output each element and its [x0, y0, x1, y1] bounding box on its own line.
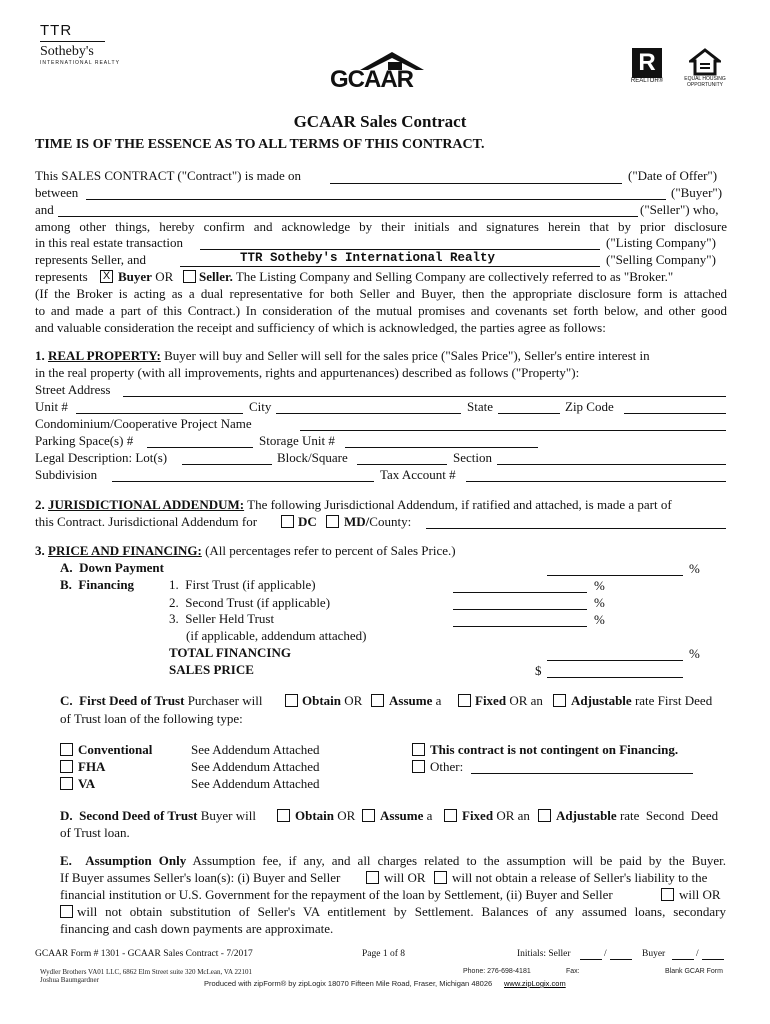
state-field[interactable]: [498, 413, 560, 414]
state-label: State: [467, 399, 493, 414]
first-deed-adjustable-checkbox[interactable]: [553, 694, 566, 707]
first-trust-label: 1. First Trust (if applicable): [169, 577, 316, 592]
listing-company-label: ("Listing Company"): [606, 235, 716, 250]
seller-initials-field-1[interactable]: [580, 959, 602, 960]
subdivision-label: Subdivision: [35, 467, 98, 482]
fha-label: FHA: [78, 759, 106, 774]
substitution-will-checkbox[interactable]: [661, 888, 674, 901]
subdivision-field[interactable]: [112, 481, 374, 482]
date-of-offer-field[interactable]: [330, 183, 622, 184]
sales-price-dollar: $: [535, 663, 542, 678]
intl-realty-text: INTERNATIONAL REALTY: [40, 60, 120, 66]
selling-prefix: represents Seller, and: [35, 252, 147, 267]
first-deed-assume-checkbox[interactable]: [371, 694, 384, 707]
and-label: and: [35, 202, 54, 217]
total-financing-label: TOTAL FINANCING: [169, 645, 291, 660]
equal-housing-logo: [683, 48, 727, 88]
seller-held-trust-label: 3. Seller Held Trust: [169, 611, 275, 626]
gcaar-wordmark: GCAAR: [330, 66, 413, 93]
ttr-text: TTR: [40, 22, 73, 39]
assumption-line-3: financial institution or U.S. Government for the repayment of the loan by Settlement, (ii) Buyer and Seller: [60, 887, 613, 902]
intro-line-10: and valuable consideration the receipt and sufficiency of which is acknowledged, the parties agree as follows:: [35, 320, 606, 335]
essence-heading: TIME IS OF THE ESSENCE AS TO ALL TERMS OF THIS CONTRACT.: [35, 137, 485, 152]
document-title: GCAAR Sales Contract: [293, 112, 467, 131]
section-3-line-1: 3. PRICE AND FINANCING: (All percentages refer to percent of Sales Price.): [35, 543, 456, 558]
buyer-initials-slash: /: [696, 949, 699, 959]
section-2-line-1: 2. JURISDICTIONAL ADDENDUM: The following Jurisdictional Addendum, if ratified and attached, is made a part of: [35, 497, 672, 512]
intro-line-4: among other things, hereby confirm and acknowledge by their initials and signatures herein that by prior disclosure: [35, 219, 727, 234]
sothebys-text: Sotheby's: [40, 44, 94, 59]
va-checkbox[interactable]: [60, 777, 73, 790]
footer-form-id: GCAAR Form # 1301 - GCAAR Sales Contract - 7/2017: [35, 949, 253, 959]
tax-account-label: Tax Account #: [380, 467, 456, 482]
footer-produced-by: Produced with zipForm® by zipLogix 18070 Fifteen Mile Road, Fraser, Michigan 48026: [204, 979, 493, 988]
condo-field[interactable]: [300, 430, 726, 431]
zip-label: Zip Code: [565, 399, 614, 414]
listing-company-field[interactable]: [200, 249, 600, 250]
other-financing-field[interactable]: [471, 773, 693, 774]
realtor-r-icon: R: [632, 48, 662, 78]
total-financing-pct: %: [689, 646, 700, 661]
assumption-line-2a: If Buyer assumes Seller's loan(s): (i) Buyer and Seller: [60, 870, 341, 885]
va-addendum: See Addendum Attached: [191, 776, 320, 791]
md-checkbox[interactable]: [326, 515, 339, 528]
seller-label: ("Seller") who,: [640, 202, 719, 217]
section-1-line-1: 1. REAL PROPERTY: Buyer will buy and Seller will sell for the sales price ("Sales Price"), Seller's entire interest in: [35, 348, 650, 363]
fha-checkbox[interactable]: [60, 760, 73, 773]
not-contingent-label: This contract is not contingent on Financing.: [430, 742, 679, 757]
seller-initials-slash: /: [604, 949, 607, 959]
first-trust-field[interactable]: [453, 592, 587, 593]
dc-checkbox[interactable]: [281, 515, 294, 528]
down-payment-field[interactable]: [547, 575, 683, 576]
lot-field[interactable]: [182, 464, 272, 465]
total-financing-field[interactable]: [547, 660, 683, 661]
buyer-initials-field-1[interactable]: [672, 959, 694, 960]
buyer-name-field[interactable]: [86, 199, 666, 200]
lot-label: Legal Description: Lot(s): [35, 450, 168, 465]
section-field[interactable]: [497, 464, 726, 465]
release-will-not-checkbox[interactable]: [434, 871, 447, 884]
buyer-checkbox[interactable]: X: [100, 270, 113, 283]
section-2-heading: JURISDICTIONAL ADDENDUM:: [48, 497, 245, 512]
equal-housing-icon: [689, 48, 721, 76]
unit-label: Unit #: [35, 399, 68, 414]
footer-phone: Phone: 276-698-4181: [463, 968, 531, 975]
assumption-line-2c: will not obtain a release of Seller's liability to the: [452, 870, 708, 885]
second-deed-assume-checkbox[interactable]: [362, 809, 375, 822]
second-deed-adjustable-checkbox[interactable]: [538, 809, 551, 822]
footer-agent-name: Joshua Baumgardner: [40, 976, 99, 984]
street-address-field[interactable]: [123, 396, 726, 397]
realtor-text: REALTOR®: [630, 78, 664, 84]
second-deed-adjustable-label: Adjustable rate Second Deed: [556, 808, 719, 823]
storage-field[interactable]: [345, 447, 538, 448]
first-deed-obtain-label: Obtain OR: [302, 693, 363, 708]
buyer-initials-field-2[interactable]: [702, 959, 724, 960]
not-contingent-checkbox[interactable]: [412, 743, 425, 756]
md-county-label: MD/County:: [344, 514, 412, 529]
section-1-line-2: in the real property (with all improvements, rights and appurtenances) described as follows ("Property"):: [35, 365, 580, 380]
assumption-line-4: will not obtain substitution of Seller's VA entitlement by Settlement. Balances of any assumed loans, secondary: [77, 904, 726, 919]
section-1-heading: REAL PROPERTY:: [48, 348, 161, 363]
down-payment-label: A. Down Payment: [60, 560, 164, 575]
represents-broker: Seller. The Listing Company and Selling Company are collectively referred to as "Broker.": [199, 269, 674, 284]
footer-fax: Fax:: [566, 968, 580, 975]
substitution-will-label: will OR: [679, 887, 721, 902]
second-deed-line: D. Second Deed of Trust Buyer will: [60, 808, 256, 823]
city-label: City: [249, 399, 272, 414]
first-deed-line: C. First Deed of Trust Purchaser will: [60, 693, 263, 708]
represents-line: represents: [35, 269, 88, 284]
represents-rest: Buyer OR: [118, 269, 174, 284]
first-deed-fixed-checkbox[interactable]: [458, 694, 471, 707]
realtor-logo: [628, 48, 666, 84]
fha-addendum: See Addendum Attached: [191, 759, 320, 774]
first-deed-fixed-label: Fixed OR an: [475, 693, 543, 708]
second-trust-pct: %: [594, 595, 605, 610]
city-field[interactable]: [276, 413, 461, 414]
block-label: Block/Square: [277, 450, 348, 465]
footer-page-number: Page 1 of 8: [362, 949, 406, 959]
second-trust-field[interactable]: [453, 609, 587, 610]
selling-company-value[interactable]: TTR Sotheby's International Realty: [240, 251, 496, 265]
assumption-line-5: financing and cash down payments are approximate.: [60, 921, 334, 936]
eho-text: EQUAL HOUSING OPPORTUNITY: [684, 76, 726, 88]
second-trust-label: 2. Second Trust (if applicable): [169, 595, 331, 610]
va-label: VA: [78, 776, 96, 791]
intro-line-9: to and made a part of this Contract.) In consideration of the mutual promises and covenants set forth below, and other good: [35, 303, 727, 318]
second-deed-fixed-checkbox[interactable]: [444, 809, 457, 822]
buyer-label: ("Buyer"): [671, 185, 723, 200]
section-label: Section: [453, 450, 492, 465]
release-will-checkbox[interactable]: [366, 871, 379, 884]
footer-buyer-initials: Buyer: [642, 949, 666, 959]
seller-held-trust-pct: %: [594, 612, 605, 627]
seller-checkbox[interactable]: [183, 270, 196, 283]
release-will-label: will OR: [384, 870, 426, 885]
other-financing-checkbox[interactable]: [412, 760, 425, 773]
block-field[interactable]: [357, 464, 447, 465]
gcaar-logo: [330, 48, 430, 100]
county-field[interactable]: [426, 528, 726, 529]
other-financing-label: Other:: [430, 759, 464, 774]
unit-field[interactable]: [76, 413, 243, 414]
conventional-checkbox[interactable]: [60, 743, 73, 756]
footer-form-name: Blank GCAR Form: [665, 968, 723, 975]
assumption-line-1: E. Assumption Only Assumption fee, if any, and all charges related to the assumption will be paid by the Buyer.: [60, 853, 726, 868]
down-payment-pct: %: [689, 561, 700, 576]
seller-held-note: (if applicable, addendum attached): [186, 628, 367, 643]
conventional-addendum: See Addendum Attached: [191, 742, 320, 757]
first-deed-assume-label: Assume a: [389, 693, 442, 708]
seller-initials-field-2[interactable]: [610, 959, 632, 960]
date-of-offer-label: ("Date of Offer"): [628, 168, 718, 183]
second-deed-obtain-label: Obtain OR: [295, 808, 356, 823]
intro-line-1: This SALES CONTRACT ("Contract") is made on: [35, 168, 302, 183]
first-trust-pct: %: [594, 578, 605, 593]
sales-price-label: SALES PRICE: [169, 662, 254, 677]
tax-account-field[interactable]: [466, 481, 726, 482]
between-label: between: [35, 185, 79, 200]
dc-label: DC: [298, 514, 317, 529]
condo-label: Condominium/Cooperative Project Name: [35, 416, 252, 431]
first-deed-obtain-checkbox[interactable]: [285, 694, 298, 707]
first-deed-adjustable-label: Adjustable rate First Deed: [571, 693, 713, 708]
storage-label: Storage Unit #: [259, 433, 335, 448]
footer-ziplogix-link[interactable]: www.zipLogix.com: [504, 979, 566, 988]
zip-field[interactable]: [624, 413, 726, 414]
footer-seller-initials: Initials: Seller: [517, 949, 571, 959]
parking-label: Parking Space(s) #: [35, 433, 134, 448]
financing-label: B. Financing: [60, 577, 135, 592]
section-2-line-2: this Contract. Jurisdictional Addendum for: [35, 514, 258, 529]
street-label: Street Address: [35, 382, 111, 397]
ttr-sothebys-logo: [40, 22, 120, 66]
sales-price-field[interactable]: [547, 677, 683, 678]
selling-company-field[interactable]: [180, 266, 600, 267]
selling-company-label: ("Selling Company"): [606, 252, 716, 267]
intro-line-8: (If the Broker is acting as a dual representative for both Seller and Buyer, then the appropriate disclosure form is attached: [35, 286, 727, 301]
conventional-label: Conventional: [78, 742, 153, 757]
listing-prefix: in this real estate transaction: [35, 235, 184, 250]
first-deed-line-2: of Trust loan of the following type:: [60, 711, 243, 726]
parking-field[interactable]: [147, 447, 253, 448]
seller-name-field[interactable]: [58, 216, 638, 217]
second-deed-obtain-checkbox[interactable]: [277, 809, 290, 822]
substitution-will-not-checkbox[interactable]: [60, 905, 73, 918]
section-3-heading: PRICE AND FINANCING:: [48, 543, 202, 558]
second-deed-line-2: of Trust loan.: [60, 825, 130, 840]
footer-broker-address: Wydler Brothers VA01 LLC, 6862 Elm Street suite 320 McLean, VA 22101: [40, 968, 252, 976]
second-deed-fixed-label: Fixed OR an: [462, 808, 530, 823]
second-deed-assume-label: Assume a: [380, 808, 433, 823]
seller-held-trust-field[interactable]: [453, 626, 587, 627]
